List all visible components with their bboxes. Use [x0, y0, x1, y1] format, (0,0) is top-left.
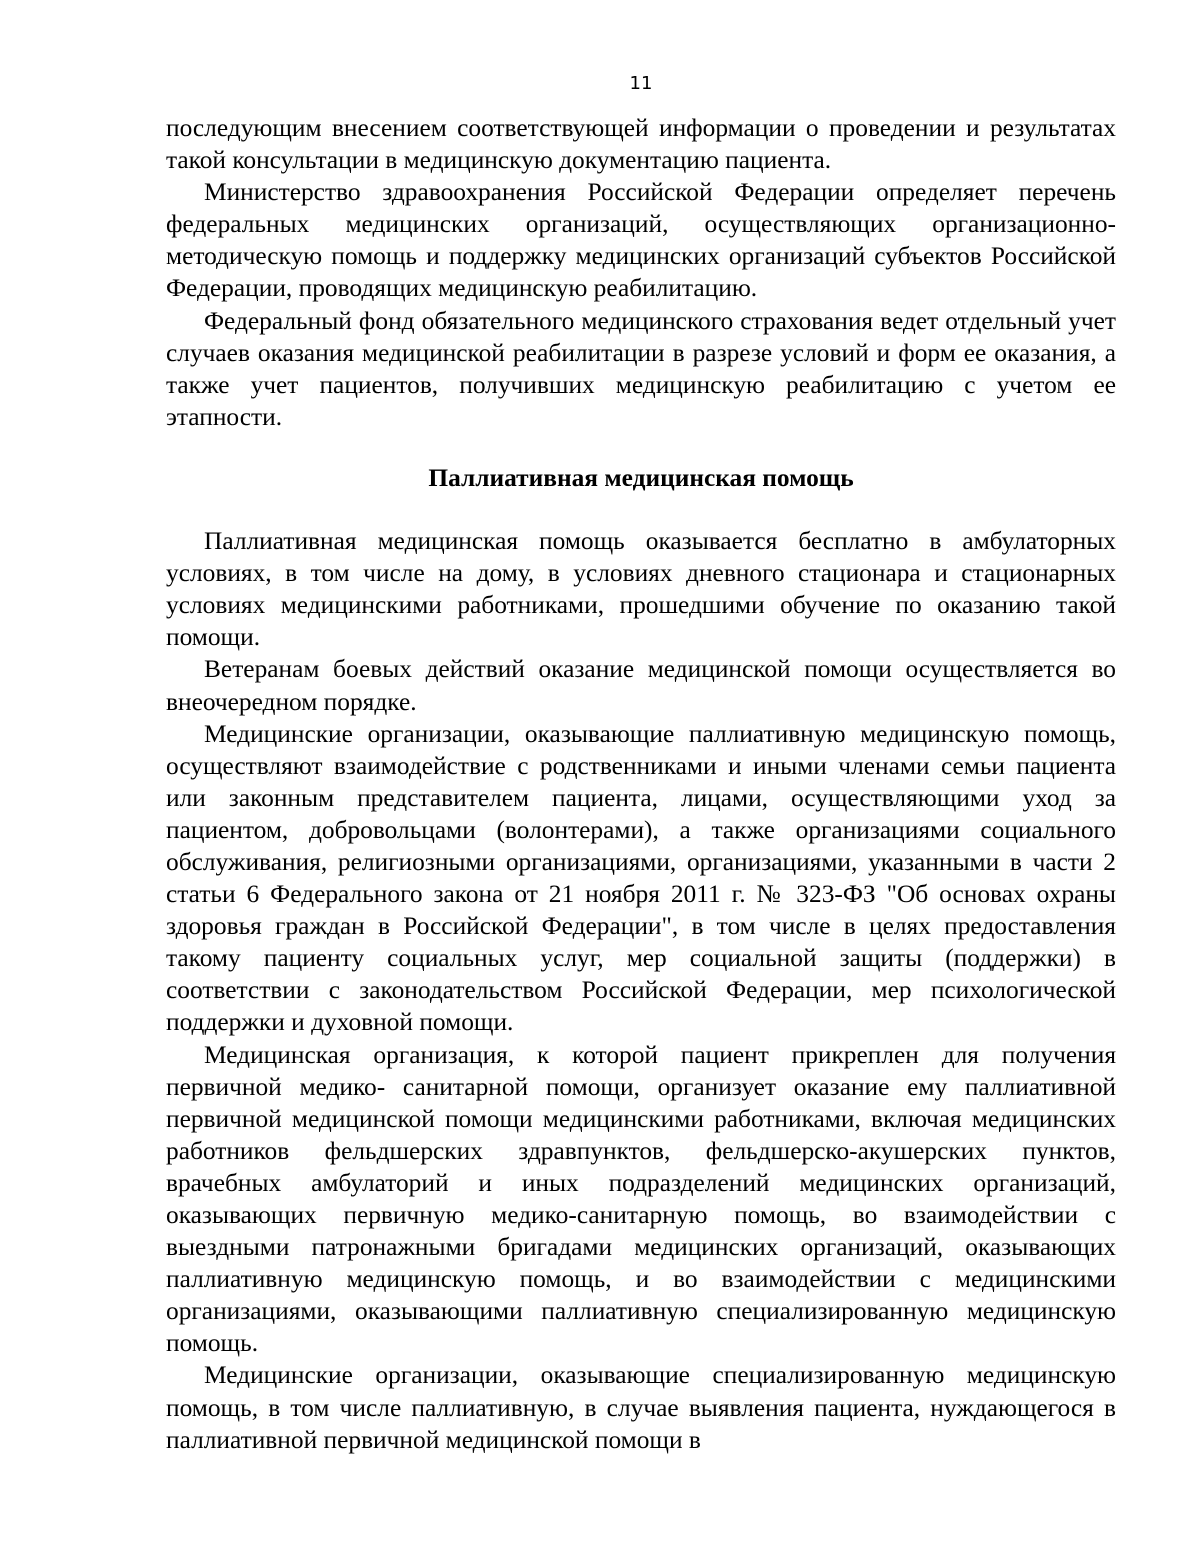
paragraph: Медицинские организации, оказывающие специализированную медицинскую помощь, в том числе паллиативную, в случае выявления пациента, нуждающегося в паллиативной первичной медицинской помощи в: [166, 1361, 1116, 1454]
paragraph: Медицинская организация, к которой пациент прикреплен для получения первичной медико- санитарной помощи, организует оказание ему паллиативной первичной медицинской помощи медицинскими работниками, включая медицинских работников фельдшерских здравпунктов, фельдшерско-акушерских пунктов, врачебных амбулаторий и иных подразделений медицинских организаций, оказывающих первичную медико-санитарную помощь, во взаимодействии с выездными патронажными бригадами медицинских организаций, оказывающих паллиативную медицинскую помощь, и во взаимодействии с медицинскими организациями, оказывающими паллиативную специализированную медицинскую помощь.: [166, 1040, 1116, 1358]
paragraph: Федеральный фонд обязательного медицинского страхования ведет отдельный учет случаев оказания медицинской реабилитации в разрезе условий и форм ее оказания, а также учет пациентов, получивших медицинскую реабилитацию с учетом ее этапности.: [166, 306, 1116, 431]
paragraph: Паллиативная медицинская помощь оказывается бесплатно в амбулаторных условиях, в том числе на дому, в условиях дневного стационара и стационарных условиях медицинскими работниками, прошедшими обучение по оказанию такой помощи.: [166, 527, 1116, 652]
section-heading: Паллиативная медицинская помощь: [428, 463, 854, 492]
document-body: [166, 112, 1116, 1456]
paragraph: Ветеранам боевых действий оказание медицинской помощи осуществляется во внеочередном порядке.: [166, 655, 1116, 716]
paragraph: Медицинские организации, оказывающие паллиативную медицинскую помощь, осуществляют взаимодействие с родственниками и иными членами семьи пациента или законным представителем пациента, лицами, осуществляющими уход за пациентом, добровольцами (волонтерами), а также организациями социального обслуживания, религиозными организациями, организациями, указанными в части 2 статьи 6 Федерального закона от 21 ноября 2011 г. № 323-ФЗ "Об основах охраны здоровья граждан в Российской Федерации", в том числе в целях предоставления такому пациенту социальных услуг, мер социальной защиты (поддержки) в соответствии с законодательством Российской Федерации, мер психологической поддержки и духовной помощи.: [166, 719, 1116, 1037]
page-number: 11: [629, 73, 653, 94]
paragraph: Министерство здравоохранения Российской Федерации определяет перечень федеральных медицинских организаций, осуществляющих организационно-методическую помощь и поддержку медицинских организаций субъектов Российской Федерации, проводящих медицинскую реабилитацию.: [166, 178, 1116, 303]
paragraph: последующим внесением соответствующей информации о проведении и результатах такой консультации в медицинскую документацию пациента.: [166, 114, 1116, 175]
